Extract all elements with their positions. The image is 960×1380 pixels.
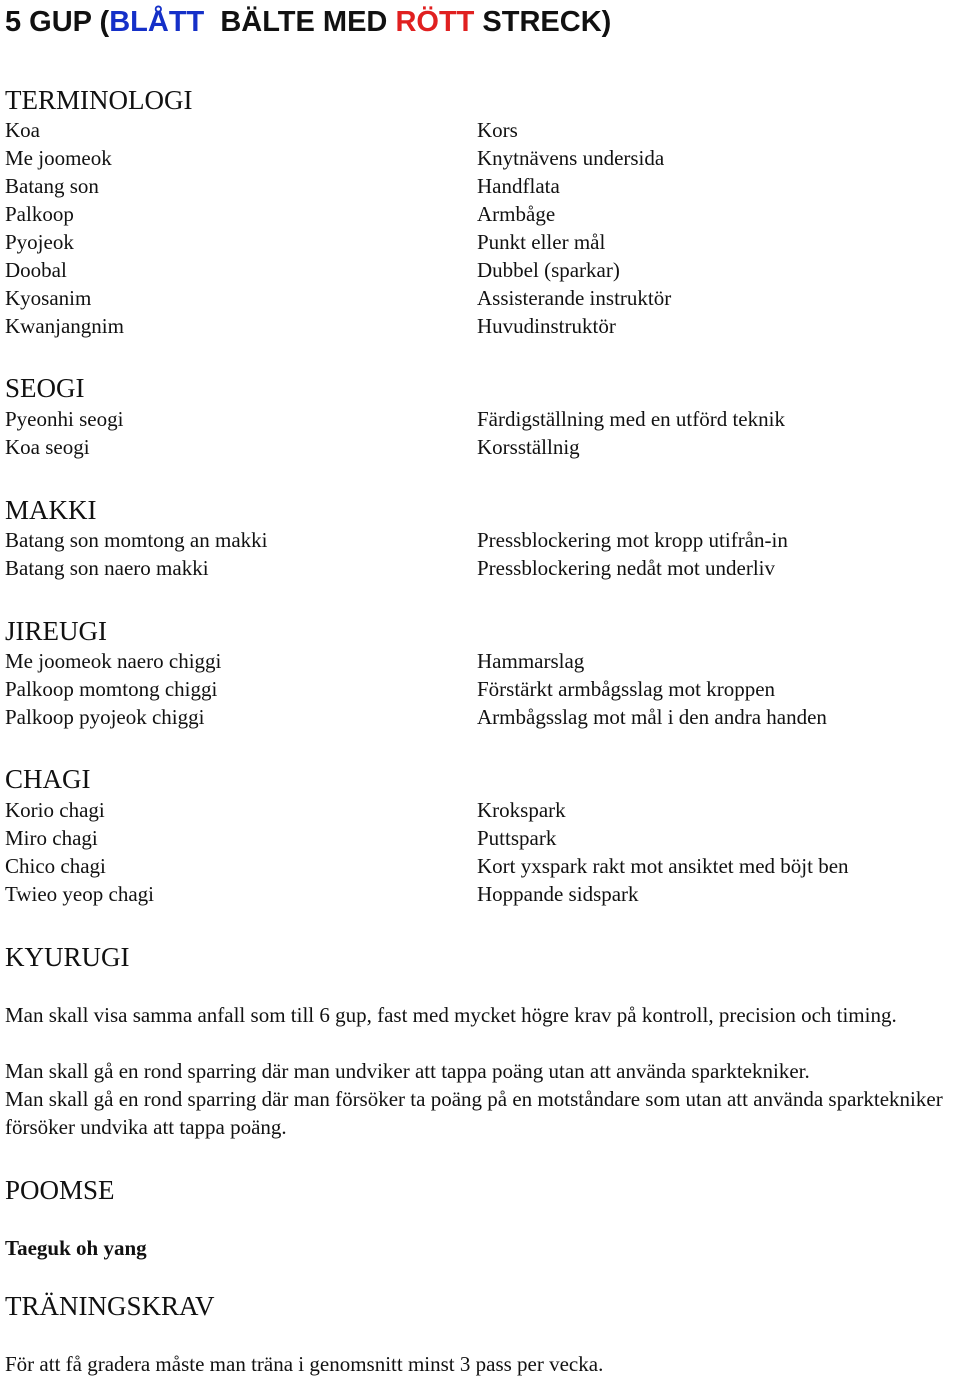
section-heading-terminologi: TERMINOLOGI — [5, 85, 193, 115]
meaning-item: Dubbel (sparkar) — [477, 258, 620, 282]
seogi-terms-list — [5, 405, 123, 461]
jireugi-meanings-list — [477, 647, 827, 731]
kyurugi-paragraph: Man skall gå en rond sparring där man undviker att tappa poäng utan att använda sparktekniker. — [5, 1059, 810, 1083]
term-item: Koa — [5, 118, 40, 142]
terminologi-terms-list — [5, 116, 124, 340]
term-item: Pyeonhi seogi — [5, 407, 124, 431]
section-heading-seogi: SEOGI — [5, 373, 85, 403]
meaning-item: Puttspark — [477, 826, 557, 850]
meaning-item: Förstärkt armbågsslag mot kroppen — [477, 677, 776, 701]
title-stripe-color-red: RÖTT — [395, 6, 475, 38]
term-item: Batang son naero makki — [5, 556, 209, 580]
chagi-terms-list — [5, 796, 154, 908]
term-item: Kwanjangnim — [5, 314, 124, 338]
term-item: Pyojeok — [5, 230, 74, 254]
kyurugi-paragraph: Man skall gå en rond sparring där man försöker ta poäng på en motståndare som utan att använda sparktekniker försöker undvika att tappa poäng. — [5, 1087, 943, 1139]
meaning-item: Huvudinstruktör — [477, 314, 616, 338]
makki-terms-list — [5, 526, 267, 582]
meaning-item: Korsställnig — [477, 435, 580, 459]
term-item: Batang son — [5, 174, 99, 198]
section-heading-jireugi: JIREUGI — [5, 616, 107, 646]
title-middle: BÄLTE MED — [204, 6, 396, 38]
term-item: Kyosanim — [5, 286, 92, 310]
meaning-item: Knytnävens undersida — [477, 146, 665, 170]
term-item: Batang son momtong an makki — [5, 528, 268, 552]
term-item: Palkoop momtong chiggi — [5, 677, 218, 701]
chagi-meanings-list — [477, 796, 849, 908]
meaning-item: Kors — [477, 118, 518, 142]
makki-meanings-list — [477, 526, 788, 582]
section-heading-traningskrav: TRÄNINGSKRAV — [5, 1291, 215, 1321]
section-heading-makki: MAKKI — [5, 495, 97, 525]
term-item: Me joomeok — [5, 146, 112, 170]
term-item: Miro chagi — [5, 826, 98, 850]
page-title — [5, 2, 611, 42]
meaning-item: Pressblockering mot kropp utifrån-in — [477, 528, 788, 552]
title-suffix: STRECK) — [474, 6, 612, 38]
title-prefix: 5 GUP ( — [5, 6, 110, 38]
term-item: Chico chagi — [5, 854, 106, 878]
term-item: Palkoop pyojeok chiggi — [5, 705, 205, 729]
section-heading-chagi: CHAGI — [5, 764, 91, 794]
term-item: Korio chagi — [5, 798, 105, 822]
meaning-item: Assisterande instruktör — [477, 286, 672, 310]
jireugi-terms-list — [5, 647, 221, 731]
term-item: Koa seogi — [5, 435, 90, 459]
meaning-item: Armbågsslag mot mål i den andra handen — [477, 705, 827, 729]
kyurugi-paragraph: Man skall visa samma anfall som till 6 gup, fast med mycket högre krav på kontroll, precision och timing. — [5, 1003, 897, 1027]
seogi-meanings-list — [477, 405, 785, 461]
term-item: Doobal — [5, 258, 67, 282]
meaning-item: Hammarslag — [477, 649, 585, 673]
meaning-item: Armbåge — [477, 202, 556, 226]
meaning-item: Hoppande sidspark — [477, 882, 639, 906]
meaning-item: Kort yxspark rakt mot ansiktet med böjt ben — [477, 854, 849, 878]
terminologi-meanings-list — [477, 116, 671, 340]
title-belt-color-blue: BLÅTT — [109, 6, 205, 38]
term-item: Me joomeok naero chiggi — [5, 649, 222, 673]
meaning-item: Handflata — [477, 174, 560, 198]
meaning-item: Krokspark — [477, 798, 566, 822]
poomse-form-name: Taeguk oh yang — [5, 1236, 147, 1260]
term-item: Twieo yeop chagi — [5, 882, 154, 906]
meaning-item: Färdigställning med en utförd teknik — [477, 407, 785, 431]
meaning-item: Punkt eller mål — [477, 230, 606, 254]
meaning-item: Pressblockering nedåt mot underliv — [477, 556, 776, 580]
term-item: Palkoop — [5, 202, 74, 226]
section-heading-kyurugi: KYURUGI — [5, 942, 130, 972]
traningskrav-text: För att få gradera måste man träna i genomsnitt minst 3 pass per vecka. — [5, 1352, 604, 1376]
section-heading-poomse: POOMSE — [5, 1175, 115, 1205]
